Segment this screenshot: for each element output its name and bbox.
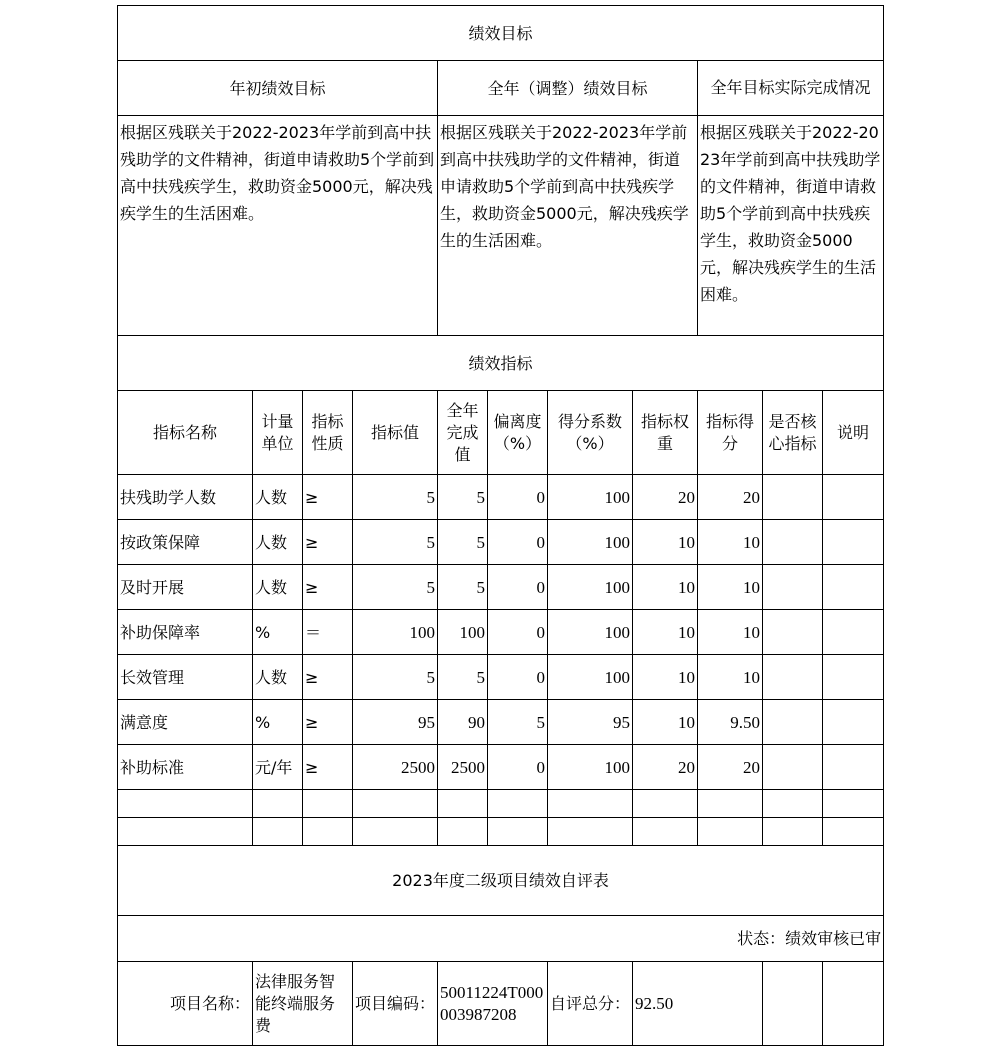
header-nature: 指标性质 xyxy=(303,391,353,475)
header-deviation: 偏离度（%） xyxy=(488,391,548,475)
indicator-actual: 5 xyxy=(438,565,488,610)
indicator-core xyxy=(763,475,823,520)
indicator-name: 扶残助学人数 xyxy=(118,475,253,520)
indicator-nature: ≥ xyxy=(303,475,353,520)
indicator-score: 20 xyxy=(698,745,763,790)
indicator-weight: 20 xyxy=(633,745,698,790)
indicator-value: 5 xyxy=(353,655,438,700)
indicator-weight: 10 xyxy=(633,655,698,700)
indicator-note xyxy=(823,610,884,655)
indicator-note xyxy=(823,655,884,700)
indicator-name: 满意度 xyxy=(118,700,253,745)
indicator-nature: ≥ xyxy=(303,700,353,745)
table-row xyxy=(118,700,884,745)
indicator-deviation: 5 xyxy=(488,700,548,745)
indicator-deviation: 0 xyxy=(488,655,548,700)
empty-cell xyxy=(823,962,884,1046)
project-code-label: 项目编码： xyxy=(353,962,438,1046)
indicator-coef: 100 xyxy=(548,745,633,790)
actual-completion-text: 根据区残联关于2022-2023年学前到高中扶残助学的文件精神，街道申请救助5个学前到高中扶残疾学生，救助资金5000元，解决残疾学生的生活困难。 xyxy=(698,116,884,336)
indicator-score: 10 xyxy=(698,565,763,610)
indicator-unit: % xyxy=(253,700,303,745)
indicators-title: 绩效指标 xyxy=(118,336,884,391)
indicator-coef: 100 xyxy=(548,565,633,610)
indicator-name: 及时开展 xyxy=(118,565,253,610)
col-actual-completion: 全年目标实际完成情况 xyxy=(698,61,884,116)
indicator-weight: 10 xyxy=(633,700,698,745)
indicator-unit: 人数 xyxy=(253,655,303,700)
project-code-value: 50011224T000003987208 xyxy=(438,962,548,1046)
indicator-coef: 95 xyxy=(548,700,633,745)
indicator-value: 100 xyxy=(353,610,438,655)
goals-title: 绩效目标 xyxy=(118,6,884,61)
project-name-label: 项目名称： xyxy=(118,962,253,1046)
indicator-name: 长效管理 xyxy=(118,655,253,700)
empty-cell xyxy=(763,962,823,1046)
indicator-coef: 100 xyxy=(548,610,633,655)
indicator-actual: 90 xyxy=(438,700,488,745)
adjusted-goal-text: 根据区残联关于2022-2023年学前到高中扶残助学的文件精神，街道申请救助5个学前到高中扶残疾学生，救助资金5000元，解决残疾学生的生活困难。 xyxy=(438,116,698,336)
form-title: 2023年度二级项目绩效自评表 xyxy=(118,846,884,916)
table-row xyxy=(118,745,884,790)
self-score-value: 92.50 xyxy=(633,962,763,1046)
header-score: 指标得分 xyxy=(698,391,763,475)
indicator-note xyxy=(823,520,884,565)
indicator-note xyxy=(823,565,884,610)
indicator-value: 5 xyxy=(353,565,438,610)
indicator-deviation: 0 xyxy=(488,475,548,520)
indicator-unit: 人数 xyxy=(253,565,303,610)
indicator-actual: 5 xyxy=(438,520,488,565)
indicator-name: 按政策保障 xyxy=(118,520,253,565)
indicator-core xyxy=(763,565,823,610)
indicator-score: 10 xyxy=(698,520,763,565)
indicator-unit: 元/年 xyxy=(253,745,303,790)
header-value: 指标值 xyxy=(353,391,438,475)
indicator-actual: 5 xyxy=(438,655,488,700)
indicator-weight: 20 xyxy=(633,475,698,520)
indicator-core xyxy=(763,745,823,790)
indicator-core xyxy=(763,700,823,745)
header-core: 是否核心指标 xyxy=(763,391,823,475)
indicator-coef: 100 xyxy=(548,475,633,520)
indicator-nature: ≥ xyxy=(303,745,353,790)
indicator-score: 10 xyxy=(698,655,763,700)
table-row-empty xyxy=(118,818,884,846)
col-initial-goal: 年初绩效目标 xyxy=(118,61,438,116)
indicator-weight: 10 xyxy=(633,520,698,565)
initial-goal-text: 根据区残联关于2022-2023年学前到高中扶残助学的文件精神，街道申请救助5个学前到高中扶残疾学生，救助资金5000元，解决残疾学生的生活困难。 xyxy=(118,116,438,336)
table-row xyxy=(118,610,884,655)
table-row xyxy=(118,565,884,610)
indicator-unit: 人数 xyxy=(253,520,303,565)
indicator-nature: ≥ xyxy=(303,565,353,610)
project-name-value: 法律服务智能终端服务费 xyxy=(253,962,353,1046)
indicator-note xyxy=(823,745,884,790)
col-adjusted-goal: 全年（调整）绩效目标 xyxy=(438,61,698,116)
status-text: 状态：绩效审核已审 xyxy=(118,916,884,962)
indicator-nature: ＝ xyxy=(303,610,353,655)
indicator-name: 补助标准 xyxy=(118,745,253,790)
indicator-actual: 5 xyxy=(438,475,488,520)
indicator-deviation: 0 xyxy=(488,745,548,790)
indicator-deviation: 0 xyxy=(488,520,548,565)
indicator-value: 2500 xyxy=(353,745,438,790)
indicator-deviation: 0 xyxy=(488,565,548,610)
indicator-note xyxy=(823,700,884,745)
indicator-deviation: 0 xyxy=(488,610,548,655)
indicator-value: 5 xyxy=(353,520,438,565)
indicator-core xyxy=(763,655,823,700)
performance-table xyxy=(117,5,884,1046)
indicator-score: 20 xyxy=(698,475,763,520)
indicator-actual: 2500 xyxy=(438,745,488,790)
header-note: 说明 xyxy=(823,391,884,475)
indicator-nature: ≥ xyxy=(303,655,353,700)
indicator-core xyxy=(763,520,823,565)
indicator-note xyxy=(823,475,884,520)
header-coef: 得分系数（%） xyxy=(548,391,633,475)
header-unit: 计量单位 xyxy=(253,391,303,475)
indicator-weight: 10 xyxy=(633,565,698,610)
indicator-coef: 100 xyxy=(548,655,633,700)
header-name: 指标名称 xyxy=(118,391,253,475)
indicator-core xyxy=(763,610,823,655)
self-score-label: 自评总分： xyxy=(548,962,633,1046)
indicator-score: 9.50 xyxy=(698,700,763,745)
indicator-weight: 10 xyxy=(633,610,698,655)
table-row-empty xyxy=(118,790,884,818)
table-row xyxy=(118,520,884,565)
indicator-score: 10 xyxy=(698,610,763,655)
indicator-value: 95 xyxy=(353,700,438,745)
indicator-unit: 人数 xyxy=(253,475,303,520)
indicator-nature: ≥ xyxy=(303,520,353,565)
header-actual: 全年完成值 xyxy=(438,391,488,475)
table-row xyxy=(118,475,884,520)
indicator-coef: 100 xyxy=(548,520,633,565)
indicator-actual: 100 xyxy=(438,610,488,655)
indicator-unit: % xyxy=(253,610,303,655)
header-weight: 指标权重 xyxy=(633,391,698,475)
indicator-name: 补助保障率 xyxy=(118,610,253,655)
indicator-value: 5 xyxy=(353,475,438,520)
table-row xyxy=(118,655,884,700)
